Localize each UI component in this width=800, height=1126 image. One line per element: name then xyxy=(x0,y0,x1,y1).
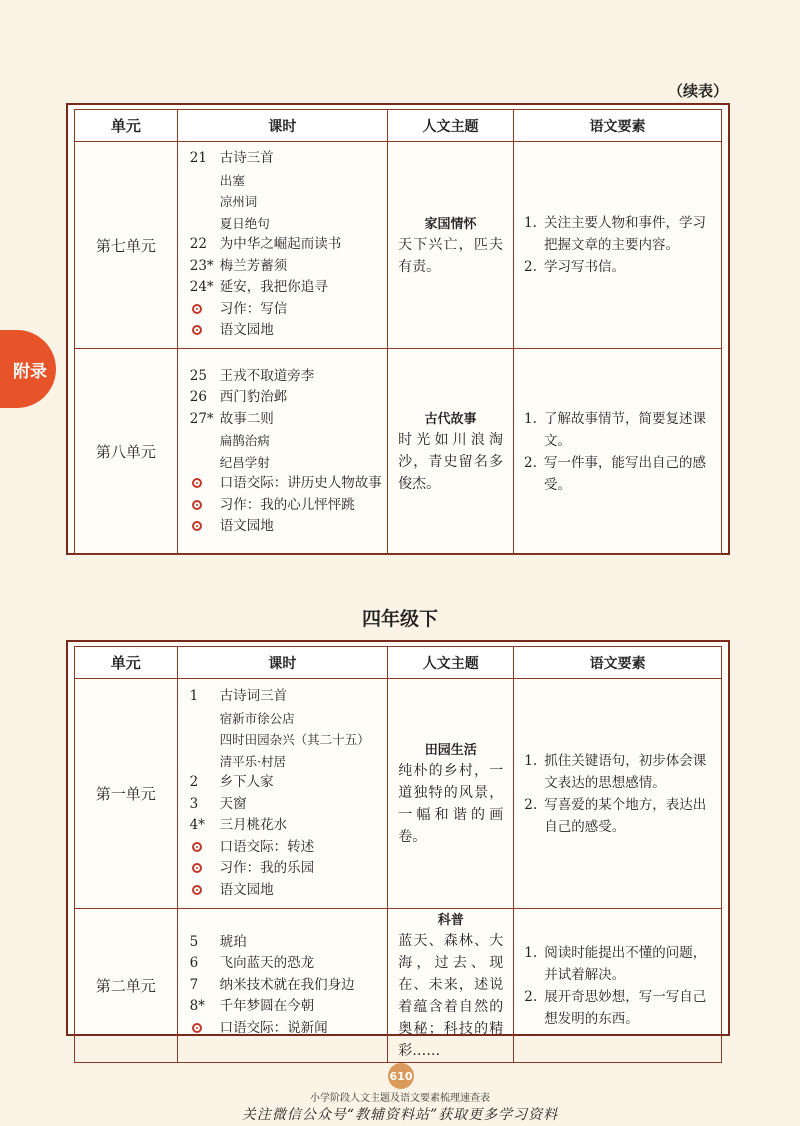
lesson-title: 飞向蓝天的恐龙 xyxy=(219,955,315,972)
theme-cell xyxy=(388,142,514,349)
lesson-item xyxy=(190,837,388,859)
lessons-cell xyxy=(177,679,388,909)
lesson-item xyxy=(190,387,387,409)
activity-circle-icon xyxy=(192,885,202,895)
continued-label: （续表） xyxy=(667,82,728,100)
lesson-item xyxy=(190,772,388,794)
lesson-list xyxy=(178,142,387,348)
element-item xyxy=(524,212,711,256)
lesson-title: 纳米技术就在我们身边 xyxy=(219,976,355,993)
lesson-item xyxy=(190,430,387,452)
footer-caption: 小学阶段人文主题及语文要素梳理速查表 xyxy=(310,1093,490,1104)
appendix-tab-label: 附录 xyxy=(13,361,47,382)
lesson-number: 3 xyxy=(189,795,199,812)
element-text: 了解故事情节，简要复述课文。 xyxy=(543,410,706,449)
lesson-number: 27* xyxy=(189,410,214,427)
element-text: 阅读时能提出不懂的问题，并试着解决。 xyxy=(544,944,707,983)
element-number: 1. xyxy=(523,215,537,231)
lesson-number: 4* xyxy=(189,817,205,833)
activity-circle-icon xyxy=(192,325,202,335)
lesson-item xyxy=(190,996,388,1018)
lesson-title: 千年梦圆在今朝 xyxy=(219,998,315,1015)
table-row xyxy=(75,909,722,1063)
table-row xyxy=(75,349,722,555)
lesson-number xyxy=(190,430,220,452)
lessons-cell xyxy=(177,349,387,555)
lesson-title: 四时田园杂兴（其二十五） xyxy=(219,732,370,747)
lesson-number xyxy=(190,213,220,235)
lesson-item xyxy=(190,299,387,321)
lesson-title: 故事二则 xyxy=(219,410,274,427)
element-text: 关注主要人物和事件，学习把握文章的主要内容。 xyxy=(543,215,706,253)
theme-block xyxy=(388,408,513,495)
table-frame-grade4-lower xyxy=(66,640,730,1059)
elements-cell xyxy=(514,909,722,1063)
lesson-number: 21 xyxy=(189,150,207,167)
lesson-title: 王戎不取道旁李 xyxy=(219,367,315,384)
lesson-number: 5 xyxy=(189,933,199,950)
lesson-item xyxy=(190,815,388,837)
table-row xyxy=(75,142,722,349)
lesson-number: 24* xyxy=(189,279,214,296)
activity-circle-icon xyxy=(192,1023,202,1033)
lesson-item xyxy=(190,1018,388,1040)
curriculum-table-1 xyxy=(74,109,722,555)
lesson-item xyxy=(190,516,387,538)
lesson-item xyxy=(190,170,387,192)
lesson-item xyxy=(190,256,387,278)
lesson-title: 为中华之崛起而读书 xyxy=(219,236,342,253)
lesson-title: 三月桃花水 xyxy=(219,817,288,833)
lesson-title: 宿新市徐公店 xyxy=(219,710,295,726)
grade-title: 四年级下 xyxy=(361,608,438,630)
lesson-number: 6 xyxy=(189,955,199,972)
lesson-item xyxy=(190,858,388,880)
header-lessons: 课时 xyxy=(177,647,388,679)
theme-block xyxy=(388,213,513,278)
elements-cell xyxy=(513,349,721,555)
activity-circle-icon xyxy=(192,521,202,531)
header-theme: 人文主题 xyxy=(388,647,514,679)
theme-title: 家国情怀 xyxy=(424,216,477,232)
lesson-number: 22 xyxy=(189,236,207,253)
element-text: 写一件事，能写出自己的感受。 xyxy=(543,454,706,493)
lesson-number: 1 xyxy=(189,688,199,704)
lesson-title: 清平乐·村居 xyxy=(219,753,287,769)
element-item xyxy=(524,452,711,496)
theme-cell xyxy=(388,349,514,555)
element-text: 写喜爱的某个地方，表达出自己的感受。 xyxy=(544,796,707,835)
lessons-cell xyxy=(177,142,387,349)
elements-cell xyxy=(514,679,722,909)
theme-description: 时光如川浪淘沙，青史留名多俊杰。 xyxy=(398,432,503,492)
element-list xyxy=(514,212,721,278)
page-number: 610 xyxy=(388,1063,414,1089)
lesson-item xyxy=(190,495,387,517)
lesson-title: 延安，我把你追寻 xyxy=(219,279,328,296)
lesson-title: 古诗三首 xyxy=(219,150,274,167)
element-number: 2. xyxy=(524,988,538,1005)
lesson-title: 习作：我的乐园 xyxy=(219,860,315,876)
unit-cell: 第八单元 xyxy=(75,349,178,555)
lesson-item xyxy=(190,148,387,170)
lesson-number xyxy=(190,170,220,192)
table-row xyxy=(75,679,722,909)
lesson-number: 26 xyxy=(189,389,207,405)
lesson-number: 23* xyxy=(189,257,214,274)
unit-cell: 第七单元 xyxy=(75,142,178,349)
table-frame-grade4-upper xyxy=(66,103,730,555)
lesson-list xyxy=(178,926,388,1046)
elements-cell xyxy=(513,142,721,349)
lesson-number xyxy=(190,191,220,213)
lesson-title: 习作：写信 xyxy=(219,300,288,317)
header-unit: 单元 xyxy=(75,110,178,142)
lesson-number xyxy=(190,751,220,773)
lesson-item xyxy=(190,794,388,816)
header-theme: 人文主题 xyxy=(388,110,514,142)
theme-title: 科普 xyxy=(437,913,464,928)
theme-title: 古代故事 xyxy=(424,412,477,427)
lesson-list xyxy=(178,360,387,544)
lesson-list xyxy=(178,680,388,907)
lesson-number: 2 xyxy=(189,774,199,790)
lesson-title: 语文园地 xyxy=(219,518,274,534)
theme-description: 天下兴亡，匹夫有责。 xyxy=(398,236,503,275)
header-unit: 单元 xyxy=(75,647,178,679)
lesson-number: 7 xyxy=(189,976,199,993)
lesson-title: 琥珀 xyxy=(219,933,247,950)
lesson-item xyxy=(190,452,387,474)
activity-circle-icon xyxy=(192,500,202,510)
element-list xyxy=(514,942,721,1030)
element-list xyxy=(514,408,721,496)
element-item xyxy=(524,986,711,1030)
table-header-row xyxy=(75,647,722,679)
element-number: 1. xyxy=(524,752,538,769)
lesson-title: 夏日绝句 xyxy=(219,215,270,231)
element-text: 学习写书信。 xyxy=(543,259,625,275)
element-number: 2. xyxy=(524,796,538,813)
element-list xyxy=(514,750,721,838)
lesson-title: 口语交际：讲历史人物故事 xyxy=(219,475,382,491)
lesson-item xyxy=(190,473,387,495)
lesson-item xyxy=(190,708,388,730)
element-number: 1. xyxy=(523,410,537,427)
theme-block xyxy=(388,909,513,1062)
element-text: 展开奇思妙想，写一写自己想发明的东西。 xyxy=(544,988,707,1027)
lesson-item xyxy=(190,751,388,773)
theme-description: 纯朴的乡村，一道独特的风景，一幅和谐的画卷。 xyxy=(398,763,504,845)
element-item xyxy=(524,942,711,986)
lesson-item xyxy=(190,686,388,708)
element-item xyxy=(524,750,711,794)
element-number: 1. xyxy=(524,944,538,961)
lesson-item xyxy=(190,880,388,902)
header-elements: 语文要素 xyxy=(514,647,722,679)
header-lessons: 课时 xyxy=(177,110,387,142)
activity-circle-icon xyxy=(192,842,202,852)
lesson-number: 25 xyxy=(189,367,207,384)
lesson-title: 西门豹治邺 xyxy=(219,389,288,405)
theme-block xyxy=(388,739,513,848)
lesson-item xyxy=(190,975,388,997)
theme-cell xyxy=(388,909,514,1063)
element-text: 抓住关键语句，初步体会课文表达的思想感情。 xyxy=(544,752,707,791)
lesson-title: 语文园地 xyxy=(219,881,274,898)
element-number: 2. xyxy=(523,454,537,471)
lesson-item xyxy=(190,320,387,342)
lesson-title: 凉州词 xyxy=(219,194,258,210)
unit-cell: 第二单元 xyxy=(75,909,178,1063)
lesson-item xyxy=(190,213,387,235)
unit-cell: 第一单元 xyxy=(75,679,178,909)
activity-circle-icon xyxy=(192,304,202,314)
lesson-item xyxy=(190,277,387,299)
lessons-cell xyxy=(177,909,388,1063)
element-number: 2. xyxy=(523,259,537,275)
lesson-title: 古诗词三首 xyxy=(219,688,288,704)
lesson-number: 8* xyxy=(189,998,205,1015)
lesson-number xyxy=(190,708,220,730)
lesson-item xyxy=(190,932,388,954)
appendix-tab[interactable] xyxy=(0,330,56,408)
theme-cell xyxy=(388,679,514,909)
lesson-title: 口语交际：说新闻 xyxy=(219,1019,328,1036)
footer-watermark: 关注微信公众号“教辅资料站”获取更多学习资料 xyxy=(241,1107,559,1123)
lesson-item xyxy=(190,409,387,431)
element-item xyxy=(524,794,711,838)
lesson-title: 扁鹊治病 xyxy=(219,433,270,448)
lesson-title: 乡下人家 xyxy=(219,774,274,790)
lesson-item xyxy=(190,234,387,256)
activity-circle-icon xyxy=(192,863,202,873)
element-item xyxy=(524,256,711,278)
table-header-row xyxy=(75,110,722,142)
theme-description: 蓝天、森林、大海，过去、现在、未来，述说着蕴含着自然的奥秘；科技的精彩…… xyxy=(398,933,504,1059)
element-item xyxy=(524,408,711,452)
lesson-item xyxy=(190,191,387,213)
lesson-title: 口语交际：转述 xyxy=(219,838,315,855)
activity-circle-icon xyxy=(192,478,202,488)
header-elements: 语文要素 xyxy=(513,110,721,142)
lesson-title: 语文园地 xyxy=(219,322,274,339)
lesson-item xyxy=(190,729,388,751)
lesson-item xyxy=(190,366,387,388)
lesson-title: 出塞 xyxy=(219,172,245,188)
lesson-title: 纪昌学射 xyxy=(219,454,270,470)
lesson-item xyxy=(190,953,388,975)
lesson-title: 天窗 xyxy=(219,795,247,812)
curriculum-table-2 xyxy=(74,646,722,1063)
lesson-number xyxy=(190,452,220,474)
theme-title: 田园生活 xyxy=(424,743,477,758)
lesson-title: 习作：我的心儿怦怦跳 xyxy=(219,496,355,513)
lesson-number xyxy=(190,729,220,751)
lesson-title: 梅兰芳蓄须 xyxy=(219,257,288,274)
